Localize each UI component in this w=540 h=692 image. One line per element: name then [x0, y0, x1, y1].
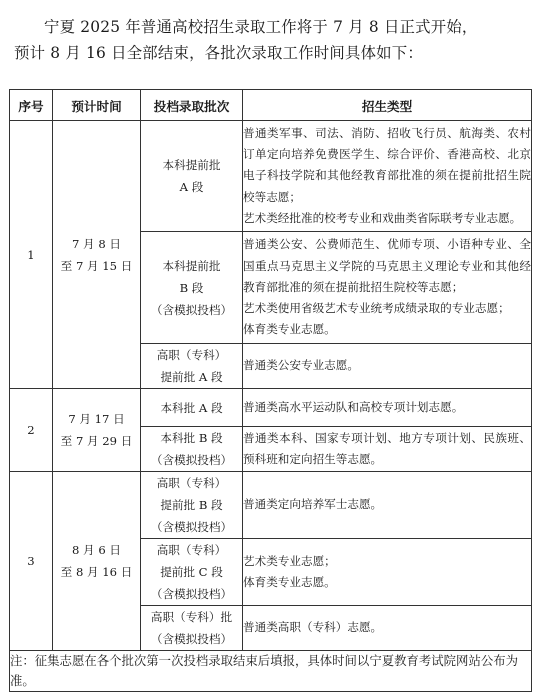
table-header-row	[10, 90, 532, 121]
admission-types: 普通类军事、司法、消防、招收飞行员、航海类、农村订单定向培养免费医学生、综合评价、香港高校、北京电子科技学院和其他经教育部批准的须在提前批招生院校等志愿； 艺术类经批准的校考专业和戏曲类省际联考专业志愿。	[243, 121, 532, 232]
admission-types: 普通类高职（专科）志愿。	[243, 606, 532, 651]
group-no: 3	[10, 472, 53, 651]
header-time: 预计时间	[53, 90, 141, 121]
group-time: 7 月 8 日 至 7 月 15 日	[53, 121, 141, 389]
table-row	[10, 121, 532, 232]
admission-schedule-table	[9, 89, 532, 692]
table-note: 注：征集志愿在各个批次第一次投档录取结束后填报，具体时间以宁夏教育考试院网站公布为准。	[10, 651, 532, 692]
admission-types: 普通类定向培养军士志愿。	[243, 472, 532, 539]
intro-line-1: 宁夏 2025 年普通高校招生录取工作将于 7 月 8 日正式开始，	[44, 18, 478, 36]
group-no: 1	[10, 121, 53, 389]
batch-name: 本科提前批 A 段	[141, 121, 243, 232]
admission-types: 普通类公安专业志愿。	[243, 344, 532, 389]
group-time: 7 月 17 日 至 7 月 29 日	[53, 389, 141, 472]
admission-types: 普通类高水平运动队和高校专项计划志愿。	[243, 389, 532, 427]
note-row	[10, 651, 532, 692]
batch-name: 本科批 B 段 （含模拟投档）	[141, 427, 243, 472]
header-no: 序号	[10, 90, 53, 121]
header-type: 招生类型	[243, 90, 532, 121]
batch-name: 高职（专科） 提前批 B 段 （含模拟投档）	[141, 472, 243, 539]
batch-name: 本科提前批 B 段 （含模拟投档）	[141, 232, 243, 344]
admission-types: 艺术类专业志愿； 体育类专业志愿。	[243, 539, 532, 606]
table-row	[10, 472, 532, 539]
intro-paragraph	[14, 14, 528, 66]
batch-name: 本科批 A 段	[141, 389, 243, 427]
batch-name: 高职（专科） 提前批 C 段 （含模拟投档）	[141, 539, 243, 606]
header-batch: 投档录取批次	[141, 90, 243, 121]
batch-name: 高职（专科） 提前批 A 段	[141, 344, 243, 389]
intro-line-2: 预计 8 月 16 日全部结束，各批次录取工作时间具体如下：	[14, 44, 423, 62]
admission-types: 普通类公安、公费师范生、优师专项、小语种专业、全国重点马克思主义学院的马克思主义理论专业和其他经教育部批准的须在提前批招生院校等志愿； 艺术类使用省级艺术专业统考成绩录取的专业志愿； 体育类专业志愿。	[243, 232, 532, 344]
table-row	[10, 389, 532, 427]
group-time: 8 月 6 日 至 8 月 16 日	[53, 472, 141, 651]
batch-name: 高职（专科）批 （含模拟投档）	[141, 606, 243, 651]
group-no: 2	[10, 389, 53, 472]
admission-types: 普通类本科、国家专项计划、地方专项计划、民族班、预科班和定向招生等志愿。	[243, 427, 532, 472]
